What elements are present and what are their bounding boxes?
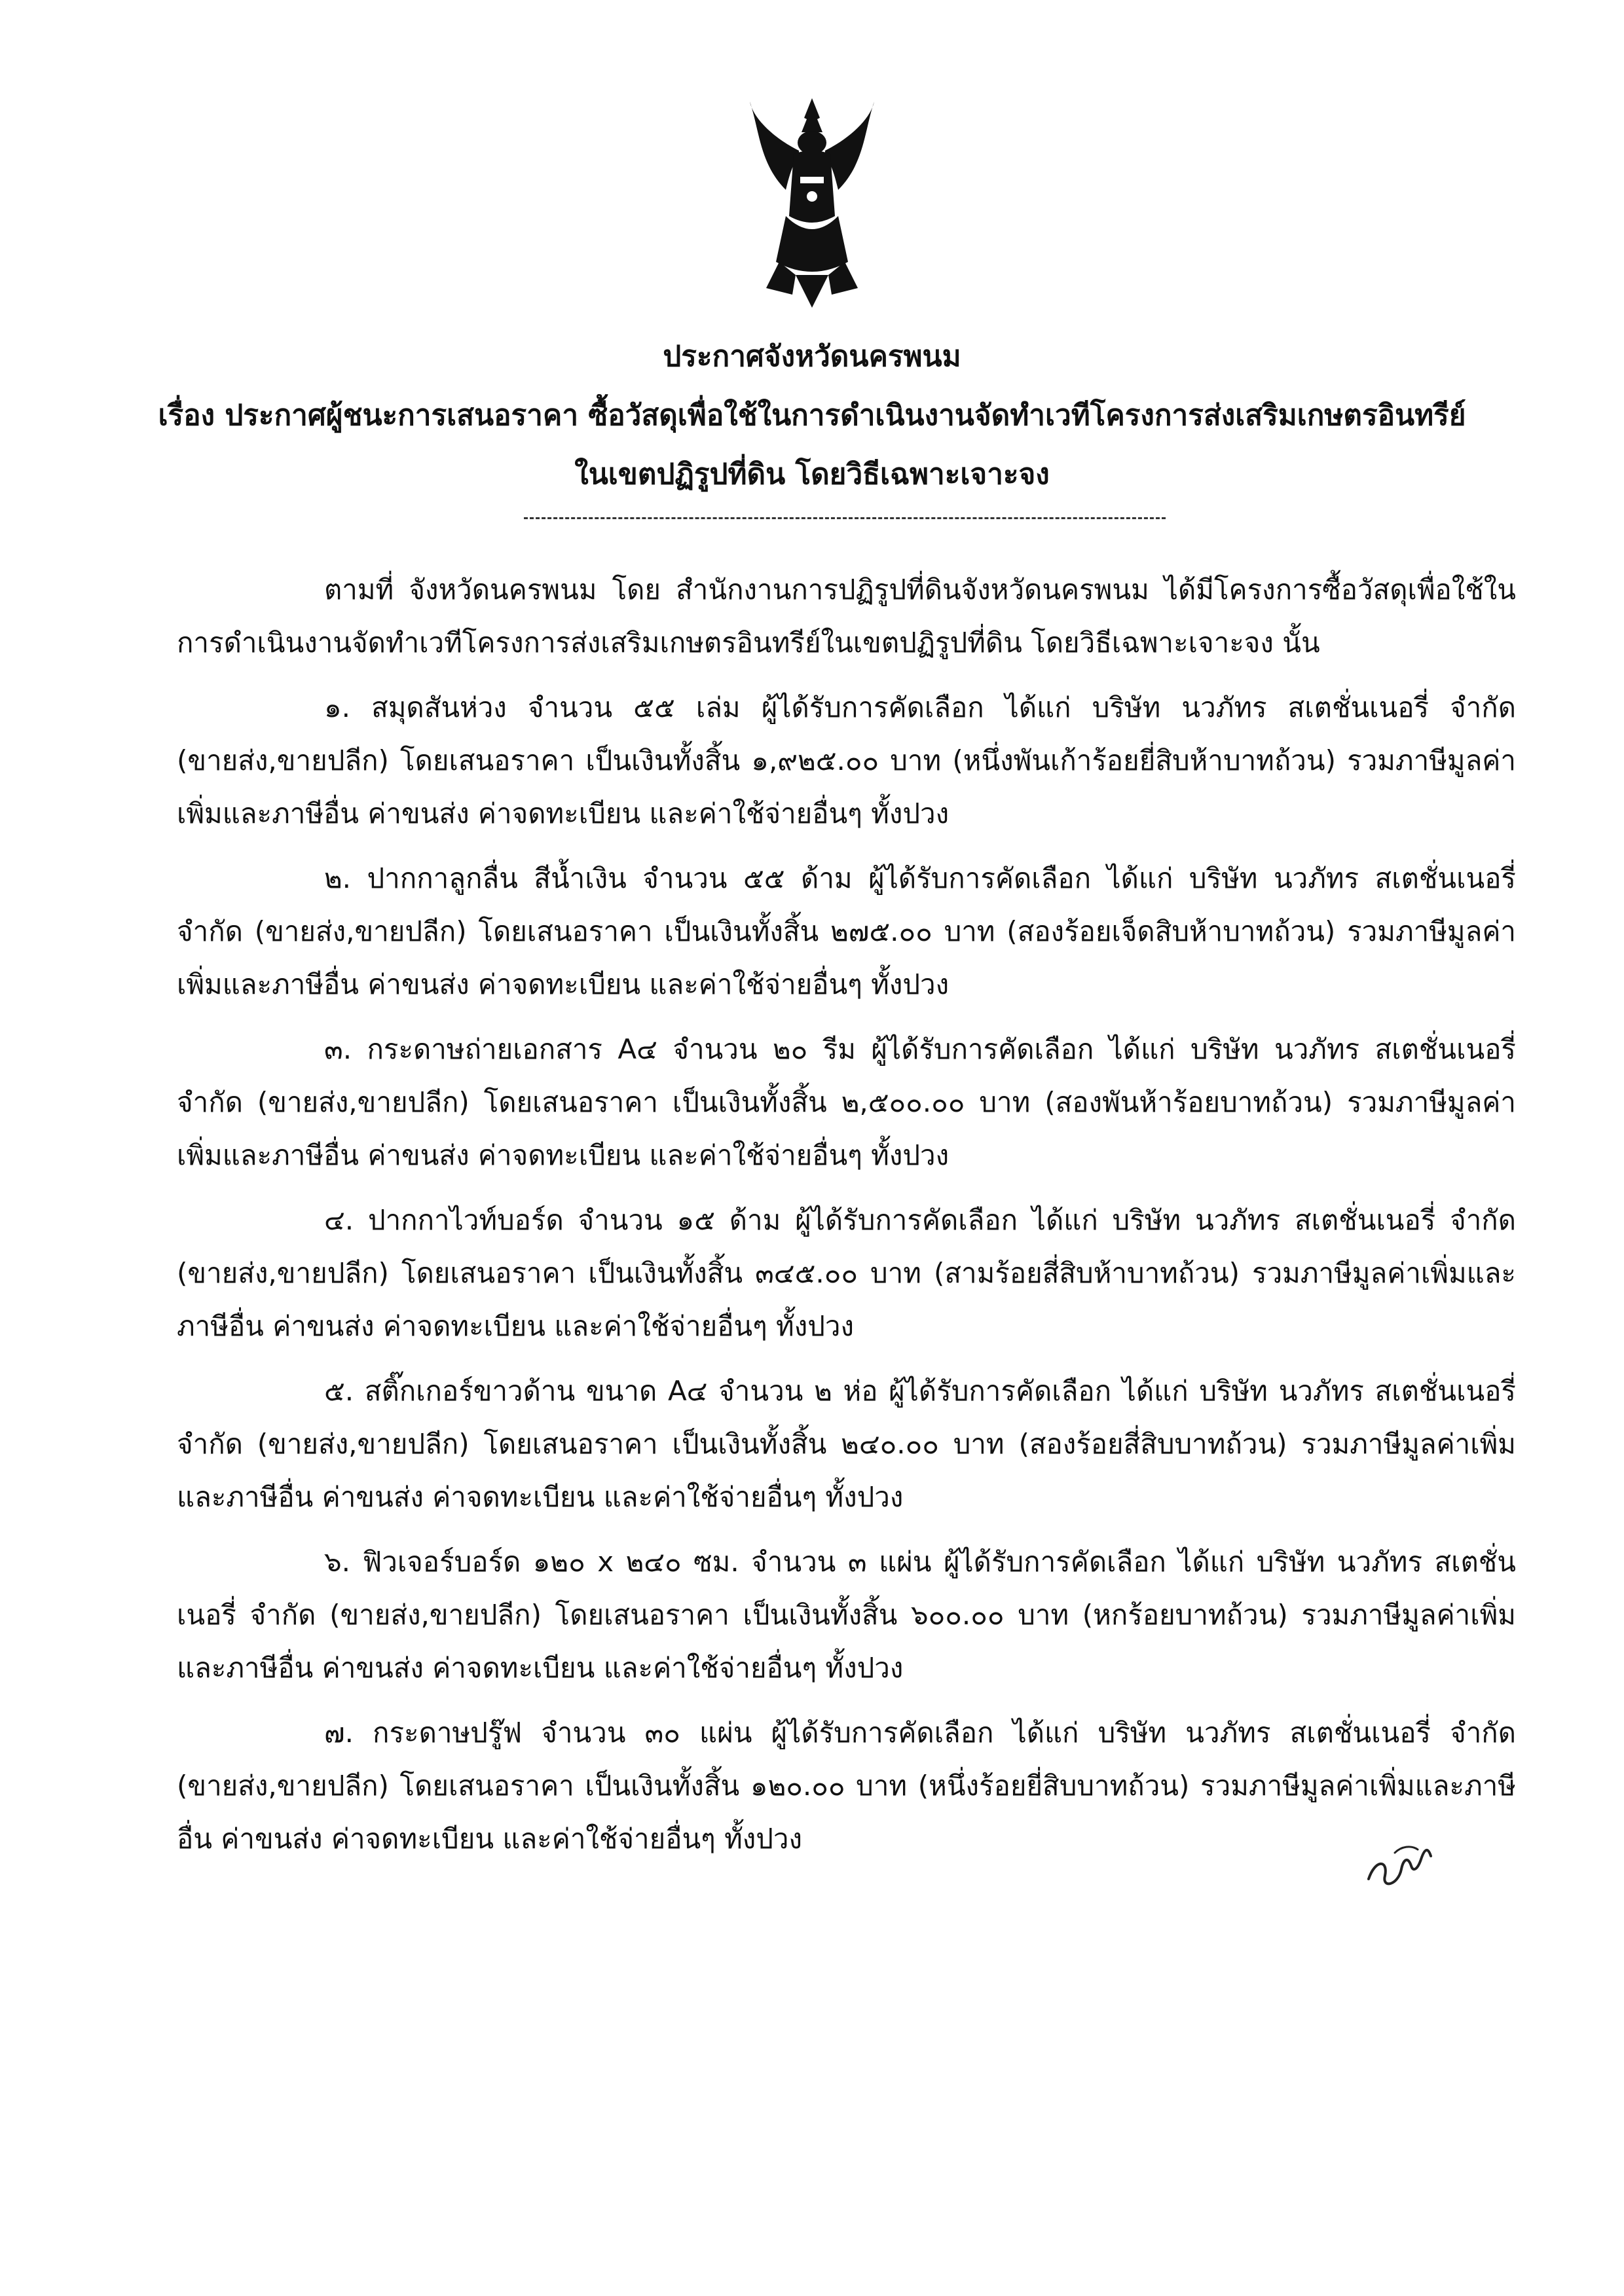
- document-header: [0, 327, 1624, 504]
- intro-paragraph: ตามที่ จังหวัดนครพนม โดย สำนักงานการปฏิรูปที่ดินจังหวัดนครพนม ได้มีโครงการซื้อวัสดุเพื่อใช้ในการดำเนินงานจัดทำเวทีโครงการส่งเสริมเกษตรอินทรีย์ในเขตปฏิรูปที่ดิน โดยวิธีเฉพาะเจาะจง นั้น: [177, 574, 1516, 659]
- item-paragraph: ๗. กระดาษปรู๊ฟ จำนวน ๓๐ แผ่น ผู้ได้รับการคัดเลือก ได้แก่ บริษัท นวภัทร สเตชั่นเนอรี่ จำกัด (ขายส่ง,ขายปลีก) โดยเสนอราคา เป็นเงินทั้งสิ้น ๑๒๐.๐๐ บาท (หนึ่งร้อยยี่สิบบาทถ้วน) รวมภาษีมูลค่าเพิ่มและภาษีอื่น ค่าขนส่ง ค่าจดทะเบียน และค่าใช้จ่ายอื่นๆ ทั้งปวง: [177, 1717, 1516, 1855]
- document-subject: เรื่อง ประกาศผู้ชนะการเสนอราคา ซื้อวัสดุเพื่อใช้ในการดำเนินงานจัดทำเวทีโครงการส่งเสริมเกษตรอินทรีย์: [158, 399, 1466, 432]
- item-paragraph: ๑. สมุดสันห่วง จำนวน ๕๕ เล่ม ผู้ได้รับการคัดเลือก ได้แก่ บริษัท นวภัทร สเตชั่นเนอรี่ จำกัด (ขายส่ง,ขายปลีก) โดยเสนอราคา เป็นเงินทั้งสิ้น ๑,๙๒๕.๐๐ บาท (หนึ่งพันเก้าร้อยยี่สิบห้าบาทถ้วน) รวมภาษีมูลค่าเพิ่มและภาษีอื่น ค่าขนส่ง ค่าจดทะเบียน และค่าใช้จ่ายอื่นๆ ทั้งปวง: [177, 691, 1516, 829]
- item-paragraph: ๔. ปากกาไวท์บอร์ด จำนวน ๑๕ ด้าม ผู้ได้รับการคัดเลือก ได้แก่ บริษัท นวภัทร สเตชั่นเนอรี่ จำกัด (ขายส่ง,ขายปลีก) โดยเสนอราคา เป็นเงินทั้งสิ้น ๓๔๕.๐๐ บาท (สามร้อยสี่สิบห้าบาทถ้วน) รวมภาษีมูลค่าเพิ่มและภาษีอื่น ค่าขนส่ง ค่าจดทะเบียน และค่าใช้จ่ายอื่นๆ ทั้งปวง: [177, 1204, 1516, 1342]
- garuda-emblem-icon: [740, 92, 884, 314]
- document-subject-continued: ในเขตปฏิรูปที่ดิน โดยวิธีเฉพาะเจาะจง: [574, 458, 1050, 491]
- item-paragraph: ๕. สติ๊กเกอร์ขาวด้าน ขนาด A๔ จำนวน ๒ ห่อ ผู้ได้รับการคัดเลือก ได้แก่ บริษัท นวภัทร สเตชั่นเนอรี่ จำกัด (ขายส่ง,ขายปลีก) โดยเสนอราคา เป็นเงินทั้งสิ้น ๒๔๐.๐๐ บาท (สองร้อยสี่สิบบาทถ้วน) รวมภาษีมูลค่าเพิ่มและภาษีอื่น ค่าขนส่ง ค่าจดทะเบียน และค่าใช้จ่ายอื่นๆ ทั้งปวง: [177, 1375, 1516, 1513]
- document-body: [177, 563, 1516, 1877]
- item-paragraph: ๒. ปากกาลูกลื่น สีน้ำเงิน จำนวน ๕๕ ด้าม ผู้ได้รับการคัดเลือก ได้แก่ บริษัท นวภัทร สเตชั่นเนอรี่ จำกัด (ขายส่ง,ขายปลีก) โดยเสนอราคา เป็นเงินทั้งสิ้น ๒๗๕.๐๐ บาท (สองร้อยเจ็ดสิบห้าบาทถ้วน) รวมภาษีมูลค่าเพิ่มและภาษีอื่น ค่าขนส่ง ค่าจดทะเบียน และค่าใช้จ่ายอื่นๆ ทั้งปวง: [177, 862, 1516, 1000]
- item-paragraph: ๓. กระดาษถ่ายเอกสาร A๔ จำนวน ๒๐ รีม ผู้ได้รับการคัดเลือก ได้แก่ บริษัท นวภัทร สเตชั่นเนอรี่ จำกัด (ขายส่ง,ขายปลีก) โดยเสนอราคา เป็นเงินทั้งสิ้น ๒,๕๐๐.๐๐ บาท (สองพันห้าร้อยบาทถ้วน) รวมภาษีมูลค่าเพิ่มและภาษีอื่น ค่าขนส่ง ค่าจดทะเบียน และค่าใช้จ่ายอื่นๆ ทั้งปวง: [177, 1033, 1516, 1171]
- item-paragraph: ๖. ฟิวเจอร์บอร์ด ๑๒๐ x ๒๔๐ ซม. จำนวน ๓ แผ่น ผู้ได้รับการคัดเลือก ได้แก่ บริษัท นวภัทร สเตชั่นเนอรี่ จำกัด (ขายส่ง,ขายปลีก) โดยเสนอราคา เป็นเงินทั้งสิ้น ๖๐๐.๐๐ บาท (หกร้อยบาทถ้วน) รวมภาษีมูลค่าเพิ่มและภาษีอื่น ค่าขนส่ง ค่าจดทะเบียน และค่าใช้จ่ายอื่นๆ ทั้งปวง: [177, 1546, 1516, 1684]
- handwritten-initials-icon: [1362, 1833, 1441, 1899]
- header-divider: [524, 517, 1166, 519]
- document-title: ประกาศจังหวัดนครพนม: [663, 340, 961, 373]
